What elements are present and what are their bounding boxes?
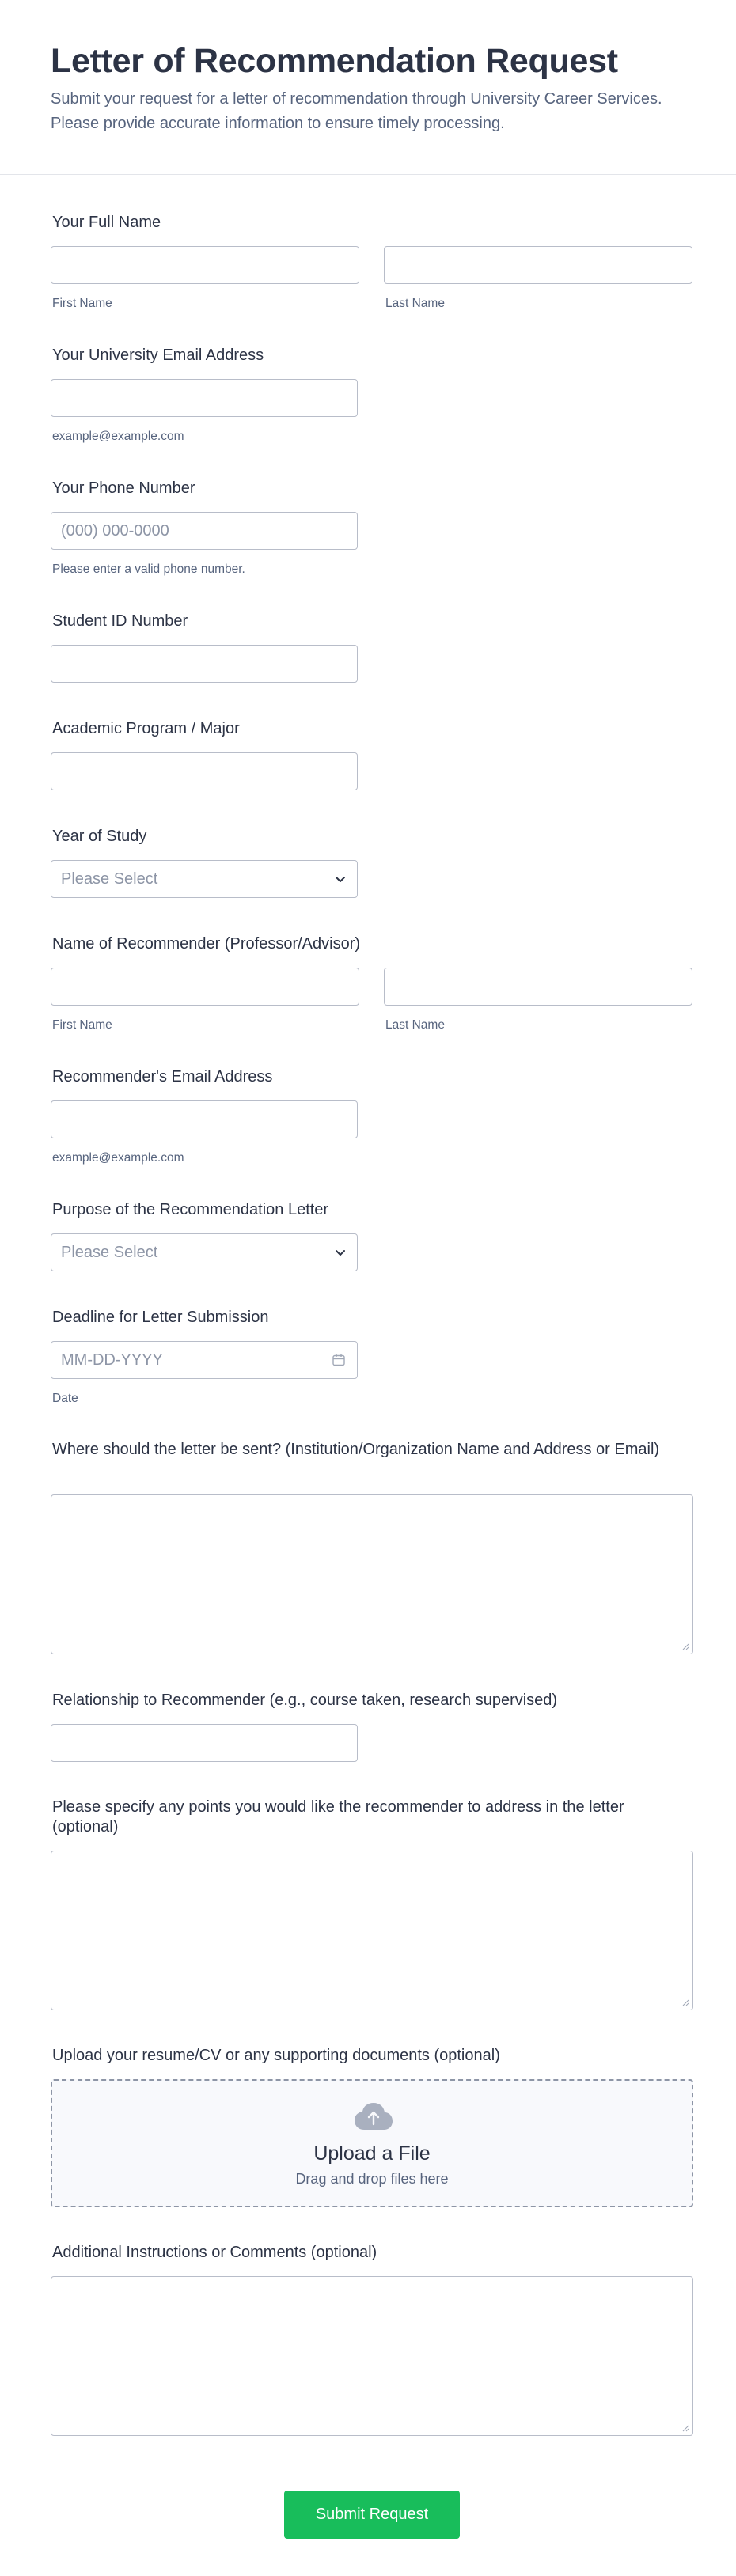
email-label: Your University Email Address (52, 347, 264, 364)
points-label: Please specify any points you would like the recommender to address in the letter (optional) (52, 1798, 624, 1835)
resize-handle-icon[interactable] (681, 2424, 689, 2432)
phone-placeholder: (000) 000-0000 (61, 521, 169, 540)
recommender-first-sublabel: First Name (52, 1018, 112, 1032)
year-label: Year of Study (52, 828, 147, 845)
email-sublabel: example@example.com (52, 430, 184, 443)
comments-textarea[interactable] (51, 2276, 693, 2436)
chevron-down-icon (333, 1245, 347, 1260)
deadline-date-input[interactable] (51, 1341, 358, 1379)
file-upload-dropzone[interactable] (51, 2079, 693, 2207)
cloud-upload-icon (353, 2101, 394, 2133)
recommender-last-name-input[interactable] (384, 968, 692, 1006)
form-title: Letter of Recommendation Request (51, 42, 618, 80)
last-name-sublabel: Last Name (385, 297, 445, 310)
purpose-label: Purpose of the Recommendation Letter (52, 1201, 329, 1218)
recommender-last-sublabel: Last Name (385, 1018, 445, 1032)
destination-textarea[interactable] (51, 1494, 693, 1654)
year-selected-value: Please Select (61, 869, 158, 888)
form-subtitle: Submit your request for a letter of recommendation through University Career Services. Please provide accurate information to ensure timely processing. (51, 90, 662, 132)
upload-label: Upload your resume/CV or any supporting documents (optional) (52, 2047, 500, 2064)
recommender-first-name-input[interactable] (51, 968, 359, 1006)
points-textarea[interactable] (51, 1851, 693, 2010)
year-select[interactable] (51, 860, 358, 898)
purpose-selected-value: Please Select (61, 1243, 158, 1261)
comments-label: Additional Instructions or Comments (optional) (52, 2244, 377, 2261)
program-input[interactable] (51, 752, 358, 790)
first-name-input[interactable] (51, 246, 359, 284)
student-id-input[interactable] (51, 645, 358, 683)
chevron-down-icon (333, 872, 347, 886)
recommender-email-sublabel: example@example.com (52, 1151, 184, 1165)
recommender-name-label: Name of Recommender (Professor/Advisor) (52, 935, 361, 953)
resize-handle-icon[interactable] (681, 1642, 689, 1650)
phone-sublabel: Please enter a valid phone number. (52, 563, 245, 576)
program-label: Academic Program / Major (52, 720, 240, 737)
first-name-sublabel: First Name (52, 297, 112, 310)
relationship-input[interactable] (51, 1724, 358, 1762)
purpose-select[interactable] (51, 1233, 358, 1271)
deadline-sublabel: Date (52, 1392, 78, 1405)
last-name-input[interactable] (384, 246, 692, 284)
form-body (0, 175, 736, 2460)
form-header (0, 0, 736, 175)
email-input[interactable] (51, 379, 358, 417)
form-footer (0, 2460, 736, 2576)
phone-input[interactable] (51, 512, 358, 550)
resize-handle-icon[interactable] (681, 1998, 689, 2006)
calendar-icon[interactable] (332, 1353, 346, 1367)
student-id-label: Student ID Number (52, 612, 188, 630)
relationship-label: Relationship to Recommender (e.g., course taken, research supervised) (52, 1691, 558, 1709)
destination-label: Where should the letter be sent? (Institution/Organization Name and Address or Email) (52, 1441, 660, 1458)
upload-hint: Drag and drop files here (295, 2171, 449, 2187)
recommender-email-label: Recommender's Email Address (52, 1068, 273, 1085)
deadline-placeholder: MM-DD-YYYY (61, 1351, 163, 1369)
deadline-label: Deadline for Letter Submission (52, 1309, 269, 1326)
recommender-email-input[interactable] (51, 1100, 358, 1138)
full-name-label: Your Full Name (52, 214, 161, 231)
submit-button[interactable]: Submit Request (284, 2491, 460, 2539)
upload-title: Upload a File (313, 2142, 431, 2165)
phone-label: Your Phone Number (52, 479, 195, 497)
